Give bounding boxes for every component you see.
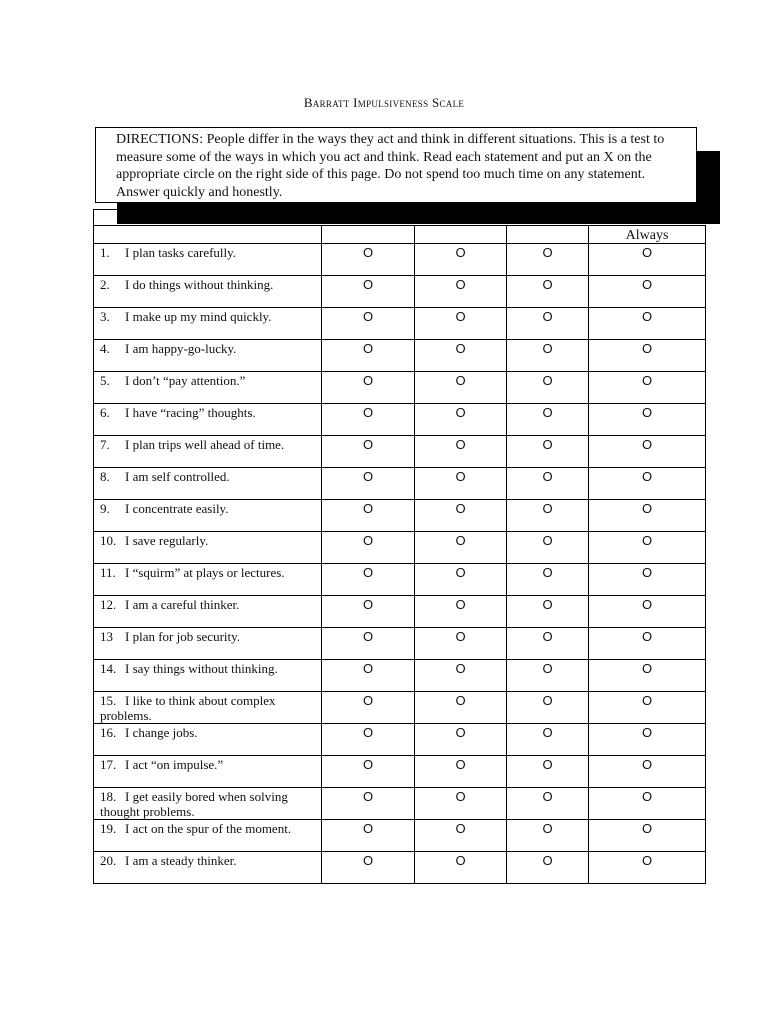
response-circle[interactable]: O: [322, 756, 415, 788]
table-header-row: [94, 226, 706, 244]
item-text: I make up my mind quickly.: [125, 309, 272, 324]
response-circle[interactable]: O: [415, 436, 507, 468]
response-circle[interactable]: O: [415, 276, 507, 308]
response-circle[interactable]: O: [507, 276, 589, 308]
response-circle[interactable]: O: [507, 660, 589, 692]
item-statement: [94, 756, 322, 788]
response-circle[interactable]: O: [589, 372, 706, 404]
response-circle[interactable]: O: [415, 468, 507, 500]
response-circle[interactable]: O: [589, 660, 706, 692]
response-circle[interactable]: O: [507, 596, 589, 628]
table-row: [94, 340, 706, 372]
response-circle[interactable]: O: [415, 308, 507, 340]
item-number: 18.: [100, 789, 117, 804]
rating-table: [93, 209, 706, 884]
column-header-1: [322, 226, 415, 244]
item-number: 12.: [100, 597, 117, 612]
item-number: 8.: [100, 469, 110, 484]
response-circle[interactable]: O: [589, 532, 706, 564]
response-circle[interactable]: O: [507, 308, 589, 340]
item-text: I act on the spur of the moment.: [125, 821, 292, 836]
response-circle[interactable]: O: [507, 244, 589, 276]
item-statement: [94, 852, 322, 884]
response-circle[interactable]: O: [507, 756, 589, 788]
table-row: [94, 468, 706, 500]
item-text: I don’t “pay attention.”: [125, 373, 246, 388]
item-number: 17.: [100, 757, 117, 772]
table-row: [94, 308, 706, 340]
response-circle[interactable]: O: [589, 500, 706, 532]
item-statement: [94, 628, 322, 660]
column-header-3: [507, 226, 589, 244]
item-number: 10.: [100, 533, 117, 548]
response-circle[interactable]: O: [589, 308, 706, 340]
item-statement: [94, 340, 322, 372]
response-circle[interactable]: O: [415, 820, 507, 852]
response-circle[interactable]: O: [589, 244, 706, 276]
item-text: I concentrate easily.: [125, 501, 229, 516]
header-blank-cell: [94, 226, 322, 244]
response-circle[interactable]: O: [322, 244, 415, 276]
response-circle[interactable]: O: [507, 788, 589, 820]
item-text: I “squirm” at plays or lectures.: [125, 565, 285, 580]
item-text: I am self controlled.: [125, 469, 230, 484]
response-circle[interactable]: O: [507, 468, 589, 500]
response-circle[interactable]: O: [415, 724, 507, 756]
response-circle[interactable]: O: [507, 692, 589, 724]
response-circle[interactable]: O: [589, 692, 706, 724]
item-text: I am a steady thinker.: [125, 853, 237, 868]
response-circle[interactable]: O: [322, 276, 415, 308]
item-statement: [94, 308, 322, 340]
response-circle[interactable]: O: [507, 628, 589, 660]
response-circle[interactable]: O: [507, 436, 589, 468]
table-row: [94, 756, 706, 788]
response-circle[interactable]: O: [507, 372, 589, 404]
item-statement: [94, 436, 322, 468]
response-circle[interactable]: O: [507, 532, 589, 564]
response-circle[interactable]: O: [322, 436, 415, 468]
response-circle[interactable]: O: [322, 404, 415, 436]
item-text: I am a careful thinker.: [125, 597, 240, 612]
item-number: 3.: [100, 309, 110, 324]
response-circle[interactable]: O: [322, 468, 415, 500]
item-number: 9.: [100, 501, 110, 516]
table-row: [94, 372, 706, 404]
response-circle[interactable]: O: [507, 340, 589, 372]
response-circle[interactable]: O: [589, 788, 706, 820]
response-circle[interactable]: O: [322, 724, 415, 756]
response-circle[interactable]: O: [415, 244, 507, 276]
table-row: [94, 244, 706, 276]
response-circle[interactable]: O: [507, 564, 589, 596]
item-statement: [94, 596, 322, 628]
table-row: [94, 724, 706, 756]
item-text: I get easily bored when solving thought problems.: [100, 789, 288, 819]
table-row: [94, 788, 706, 820]
response-circle[interactable]: O: [415, 564, 507, 596]
item-number: 6.: [100, 405, 110, 420]
response-circle[interactable]: O: [322, 820, 415, 852]
response-circle[interactable]: O: [322, 628, 415, 660]
table-row: [94, 404, 706, 436]
response-circle[interactable]: O: [589, 596, 706, 628]
response-circle[interactable]: O: [589, 276, 706, 308]
response-circle[interactable]: O: [415, 852, 507, 884]
response-circle[interactable]: O: [415, 660, 507, 692]
response-circle[interactable]: O: [322, 564, 415, 596]
response-circle[interactable]: O: [322, 692, 415, 724]
response-circle[interactable]: O: [589, 404, 706, 436]
response-circle[interactable]: O: [415, 500, 507, 532]
item-text: I have “racing” thoughts.: [125, 405, 256, 420]
item-text: I plan for job security.: [125, 629, 241, 644]
response-circle[interactable]: O: [589, 628, 706, 660]
response-circle[interactable]: O: [322, 596, 415, 628]
table-row: [94, 532, 706, 564]
table-row: [94, 436, 706, 468]
response-circle[interactable]: O: [589, 564, 706, 596]
item-number: 19.: [100, 821, 117, 836]
item-number: 14.: [100, 661, 117, 676]
item-number: 20.: [100, 853, 117, 868]
item-statement: [94, 564, 322, 596]
item-statement: [94, 724, 322, 756]
column-header-always: Always: [589, 226, 706, 244]
item-number: 11.: [100, 565, 116, 580]
item-statement: [94, 468, 322, 500]
table-row: [94, 276, 706, 308]
response-circle[interactable]: O: [322, 500, 415, 532]
table-row: [94, 660, 706, 692]
item-statement: [94, 660, 322, 692]
response-circle[interactable]: O: [507, 500, 589, 532]
table-row: [94, 852, 706, 884]
table-row: [94, 820, 706, 852]
item-number: 15.: [100, 693, 117, 708]
response-circle[interactable]: O: [507, 724, 589, 756]
response-circle[interactable]: O: [589, 820, 706, 852]
response-circle[interactable]: O: [589, 852, 706, 884]
response-circle[interactable]: O: [589, 436, 706, 468]
page-title: Barratt Impulsiveness Scale: [303, 95, 465, 110]
item-text: I change jobs.: [125, 725, 198, 740]
item-statement: [94, 404, 322, 436]
response-circle[interactable]: O: [507, 852, 589, 884]
item-statement: [94, 500, 322, 532]
item-text: I do things without thinking.: [125, 277, 274, 292]
item-number: 5.: [100, 373, 110, 388]
response-circle[interactable]: O: [322, 340, 415, 372]
table-row: [94, 628, 706, 660]
item-text: I act “on impulse.”: [125, 757, 224, 772]
response-circle[interactable]: O: [589, 340, 706, 372]
response-circle[interactable]: O: [322, 308, 415, 340]
item-text: I am happy-go-lucky.: [125, 341, 237, 356]
response-circle[interactable]: O: [415, 628, 507, 660]
item-statement: [94, 692, 322, 724]
response-circle[interactable]: O: [415, 692, 507, 724]
table-row: [94, 596, 706, 628]
response-circle[interactable]: O: [507, 404, 589, 436]
item-statement: [94, 532, 322, 564]
response-circle[interactable]: O: [415, 532, 507, 564]
table-row: [94, 692, 706, 724]
item-statement: [94, 276, 322, 308]
column-header-2: [415, 226, 507, 244]
item-number: 16.: [100, 725, 117, 740]
response-circle[interactable]: O: [322, 788, 415, 820]
response-circle[interactable]: O: [589, 724, 706, 756]
response-circle[interactable]: O: [322, 372, 415, 404]
directions-box: DIRECTIONS: People differ in the ways they act and think in different situations. This is a test to measure some of the ways in which you act and think. Read each statement and put an X on the appropriate circle on the right side of this page. Do not spend too much time on any statement. Answer quickly and honestly.: [95, 127, 697, 203]
response-circle[interactable]: O: [415, 788, 507, 820]
item-statement: [94, 788, 322, 820]
table-row: [94, 500, 706, 532]
response-circle[interactable]: O: [507, 820, 589, 852]
item-number: 2.: [100, 277, 110, 292]
table-header-top-row: [94, 210, 706, 226]
item-statement: [94, 372, 322, 404]
response-circle[interactable]: O: [589, 468, 706, 500]
item-text: I plan trips well ahead of time.: [125, 437, 285, 452]
response-circle[interactable]: O: [415, 404, 507, 436]
response-circle[interactable]: O: [415, 372, 507, 404]
table-row: [94, 564, 706, 596]
response-circle[interactable]: O: [322, 852, 415, 884]
item-number: 1.: [100, 245, 110, 260]
item-number: 7.: [100, 437, 110, 452]
response-circle[interactable]: O: [322, 532, 415, 564]
item-text: I plan tasks carefully.: [125, 245, 237, 260]
response-circle[interactable]: O: [322, 660, 415, 692]
item-statement: [94, 820, 322, 852]
item-number: 13: [100, 629, 113, 644]
item-text: I say things without thinking.: [125, 661, 278, 676]
response-circle[interactable]: O: [415, 596, 507, 628]
item-text: I like to think about complex problems.: [100, 693, 276, 723]
response-circle[interactable]: O: [415, 340, 507, 372]
item-text: I save regularly.: [125, 533, 209, 548]
item-number: 4.: [100, 341, 110, 356]
response-circle[interactable]: O: [415, 756, 507, 788]
response-circle[interactable]: O: [589, 756, 706, 788]
item-statement: [94, 244, 322, 276]
